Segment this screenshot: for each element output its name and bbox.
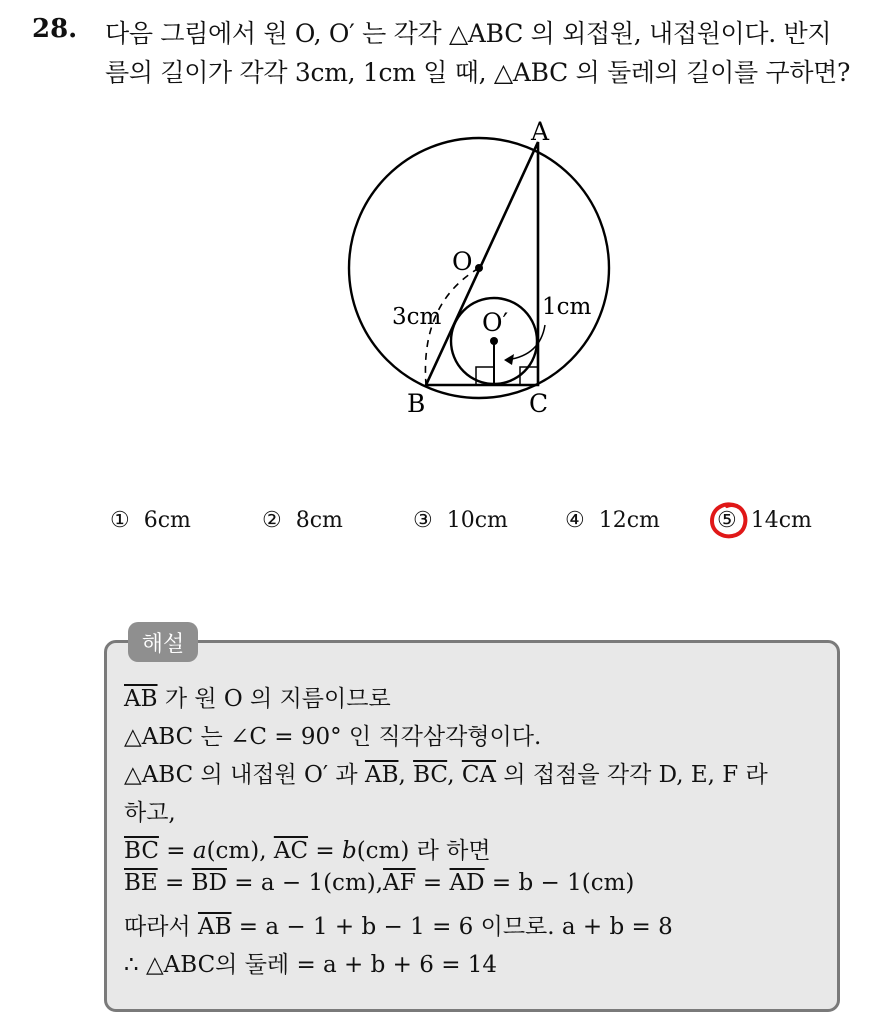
choice-3-number: ③ — [413, 508, 433, 533]
solution-line-7: 따라서 $\overline{AB} = a - 1 + b - 1 = 6$ 이므로. a + b = 8 — [124, 914, 673, 940]
solution-tag: 해설 — [128, 622, 198, 662]
answer-selection-mark — [707, 498, 751, 542]
solution-line-2: △ABC 는 ∠C = 90° 인 직각삼각형이다. — [124, 724, 542, 750]
label-O: O — [452, 247, 473, 276]
center-o-dot — [475, 264, 483, 272]
question-text-line-2: 름의 길이가 각각 3cm, 1cm 일 때, △ABC 의 둘레의 길이를 구하면? — [105, 58, 851, 87]
label-O-prime: O′ — [482, 308, 509, 337]
choice-4-number: ④ — [565, 508, 585, 533]
choice-3[interactable] — [413, 508, 508, 533]
solution-line-4: 하고, — [124, 800, 176, 826]
solution-line-1: $\overline{AB}$ 가 원 O 의 지름이므로 — [124, 686, 391, 712]
arrow-head — [504, 354, 514, 365]
choice-5-text: 14cm — [750, 508, 812, 533]
choice-2-number: ② — [262, 508, 282, 533]
choice-4[interactable] — [565, 508, 660, 533]
choice-1-text: 6cm — [143, 508, 191, 533]
question-text-line-1: 다음 그림에서 원 O, O′ 는 각각 △ABC 의 외접원, 내접원이다. 반지 — [105, 19, 832, 48]
question-number: 28. — [32, 14, 78, 44]
solution-line-5: $\overline{BC} = a(cm)$, $\overline{AC} = b(cm)$ 라 하면 — [124, 838, 491, 864]
choice-5-number: ⑤ — [717, 508, 737, 533]
label-1cm: 1cm — [542, 294, 592, 320]
label-B: B — [407, 389, 426, 418]
solution-line-3: △ABC 의 내접원 O′ 과 $\overline{AB}$, $\overline{BC}$, $\overline{CA}$ 의 접점을 각각 D, E, F 라 — [124, 762, 768, 788]
choice-1-number: ① — [110, 508, 130, 533]
triangle-circles-figure — [340, 118, 630, 418]
center-o-prime-dot — [490, 337, 498, 345]
choice-1[interactable] — [110, 508, 191, 533]
label-3cm: 3cm — [392, 304, 442, 330]
choice-2-text: 8cm — [295, 508, 343, 533]
right-angle-mark-2 — [520, 367, 538, 385]
choice-3-text: 10cm — [446, 508, 508, 533]
solution-line-6: $\overline{BE} = \overline{BD} = a - 1(cm),\overline{AF} = \overline{AD} = b - 1(cm)$ — [124, 870, 635, 896]
solution-line-8: ∴ △ABC의 둘레 = a + b + 6 = 14 — [124, 952, 498, 978]
triangle-abc — [426, 142, 538, 385]
choice-4-text: 12cm — [598, 508, 660, 533]
label-A: A — [531, 118, 550, 146]
choice-2[interactable] — [262, 508, 343, 533]
label-C: C — [529, 389, 549, 418]
